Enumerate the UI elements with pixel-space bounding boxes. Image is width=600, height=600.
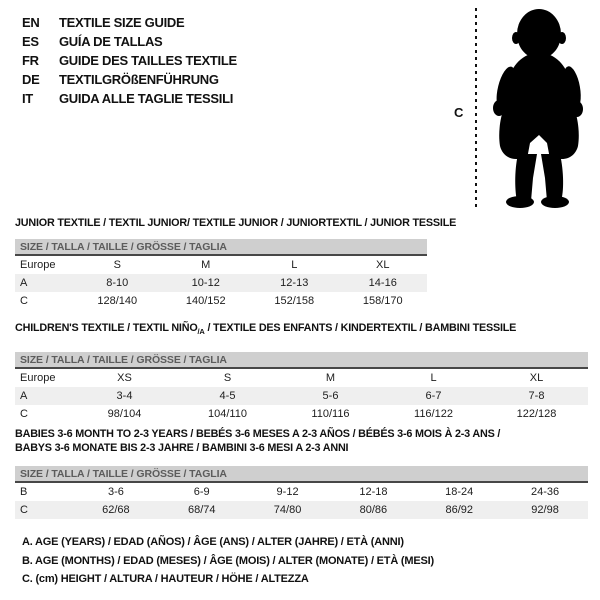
size-cell: 6-7: [425, 390, 442, 403]
size-table: [15, 483, 588, 519]
baby-silhouette: [486, 4, 592, 210]
size-cell: S: [223, 372, 232, 385]
legend-line-a: A. AGE (YEARS) / EDAD (AÑOS) / ÂGE (ANS) / ALTER (JAHRE) / ETÀ (ANNI): [22, 536, 404, 548]
table-row: [15, 256, 427, 274]
table-title-line: CHILDREN'S TEXTILE / TEXTIL $NIÑO_{/A}$ / TEXTILE DES ENFANTS / KINDERTEXTIL / BAMBINI TESSILE: [15, 322, 517, 337]
lang-code: EN: [22, 15, 40, 30]
size-cell: M: [201, 259, 211, 271]
size-cell: 158/170: [362, 295, 403, 307]
legend-line-c: C. (cm) HEIGHT / ALTURA / HAUTEUR / HÖHE / ALTEZZA: [22, 573, 309, 585]
lang-line-it: [22, 89, 237, 108]
size-cell: 110/116: [311, 408, 350, 421]
size-cell: 12-13: [280, 277, 309, 289]
size-cell: 92/98: [531, 504, 559, 516]
size-cell: 80/86: [359, 504, 388, 516]
row-label: C: [20, 408, 28, 421]
size-cell: 68/74: [187, 504, 216, 516]
size-cell: 140/152: [185, 295, 226, 307]
table-title-line: BABYS 3-6 MONATE BIS 2-3 JAHRE / BAMBINI 3-6 MESI A 2-3 ANNI: [15, 442, 349, 454]
table-row: [15, 501, 588, 519]
junior-textile-section: [15, 216, 457, 310]
size-table: [15, 369, 588, 423]
height-measure-line: [475, 8, 477, 208]
lang-label: TEXTILGRÖßENFÜHRUNG: [59, 72, 219, 87]
legend: [22, 536, 434, 592]
row-label: C: [20, 295, 28, 307]
size-cell: M: [325, 372, 336, 385]
size-cell: 7-8: [528, 390, 545, 403]
babies-textile-section: [15, 427, 588, 519]
height-measure-label: C: [454, 105, 464, 120]
size-cell: 6-9: [193, 486, 210, 498]
table-row: [15, 369, 588, 387]
size-cell: 62/68: [102, 504, 130, 516]
size-cell: 3-4: [116, 390, 133, 403]
row-label: Europe: [20, 259, 56, 271]
size-cell: 116/122: [414, 408, 453, 421]
row-label: B: [20, 486, 28, 498]
size-table: [15, 256, 427, 310]
size-cell: 24-36: [530, 486, 560, 498]
size-cell: 8-10: [106, 277, 129, 289]
size-cell: 4-5: [219, 390, 236, 403]
size-cell: XS: [117, 372, 132, 385]
lang-label: GUIDE DES TAILLES TEXTILE: [59, 53, 237, 68]
size-cell: 128/140: [97, 295, 138, 307]
table-row: [15, 292, 427, 310]
size-cell: L: [430, 372, 437, 385]
lang-code: IT: [22, 91, 33, 106]
size-header-bar: SIZE / TALLA / TAILLE / GRÖSSE / TAGLIA: [15, 466, 588, 483]
size-cell: 74/80: [273, 504, 302, 516]
lang-line-fr: [22, 51, 237, 70]
lang-label: GUIDA ALLE TAGLIE TESSILI: [59, 91, 234, 106]
size-cell: 10-12: [191, 277, 220, 289]
size-header-bar: SIZE / TALLA / TAILLE / GRÖSSE / TAGLIA: [15, 239, 427, 256]
table-title-line: JUNIOR TEXTILE / TEXTIL JUNIOR/ TEXTILE JUNIOR / JUNIORTEXTIL / JUNIOR TESSILE: [15, 217, 457, 229]
lang-code: FR: [22, 53, 39, 68]
lang-code: DE: [22, 72, 40, 87]
language-header: [22, 13, 237, 108]
size-cell: 104/110: [208, 408, 247, 421]
table-title-line: BABIES 3-6 MONTH TO 2-3 YEARS / BEBÉS 3-6 MESES A 2-3 AÑOS / BÉBÉS 3-6 MOIS À 2-3 ANS /: [15, 428, 501, 440]
row-label: Europe: [20, 372, 56, 385]
size-cell: S: [113, 259, 121, 271]
table-row: [15, 387, 588, 405]
row-label: A: [20, 277, 28, 289]
size-cell: L: [291, 259, 298, 271]
size-cell: 3-6: [107, 486, 124, 498]
lang-code: ES: [22, 34, 39, 49]
lang-label: TEXTILE SIZE GUIDE: [59, 15, 185, 30]
section-title: [15, 427, 588, 455]
lang-line-es: [22, 32, 237, 51]
section-title: [15, 216, 457, 230]
size-cell: XL: [529, 372, 544, 385]
section-title: [15, 321, 588, 339]
table-row: [15, 274, 427, 292]
row-label: C: [20, 504, 28, 516]
size-cell: 12-18: [359, 486, 388, 498]
size-header-bar: SIZE / TALLA / TAILLE / GRÖSSE / TAGLIA: [15, 352, 588, 369]
lang-line-en: [22, 13, 237, 32]
lang-line-de: [22, 70, 237, 89]
size-cell: 98/104: [107, 408, 142, 421]
size-cell: 18-24: [445, 486, 474, 498]
table-row: [15, 405, 588, 423]
table-row: [15, 483, 588, 501]
legend-line-b: B. AGE (MONTHS) / EDAD (MESES) / ÂGE (MOIS) / ALTER (MONATE) / ETÀ (MESI): [22, 554, 434, 567]
lang-label: GUÍA DE TALLAS: [59, 34, 163, 49]
size-cell: 14-16: [368, 277, 397, 289]
size-cell: 5-6: [322, 390, 339, 403]
size-cell: 9-12: [276, 486, 299, 498]
childrens-textile-section: [15, 321, 588, 423]
size-cell: 86/92: [445, 504, 473, 516]
size-cell: XL: [376, 259, 390, 271]
size-cell: 122/128: [516, 408, 557, 421]
row-label: A: [20, 390, 28, 403]
size-cell: 152/158: [274, 295, 315, 307]
